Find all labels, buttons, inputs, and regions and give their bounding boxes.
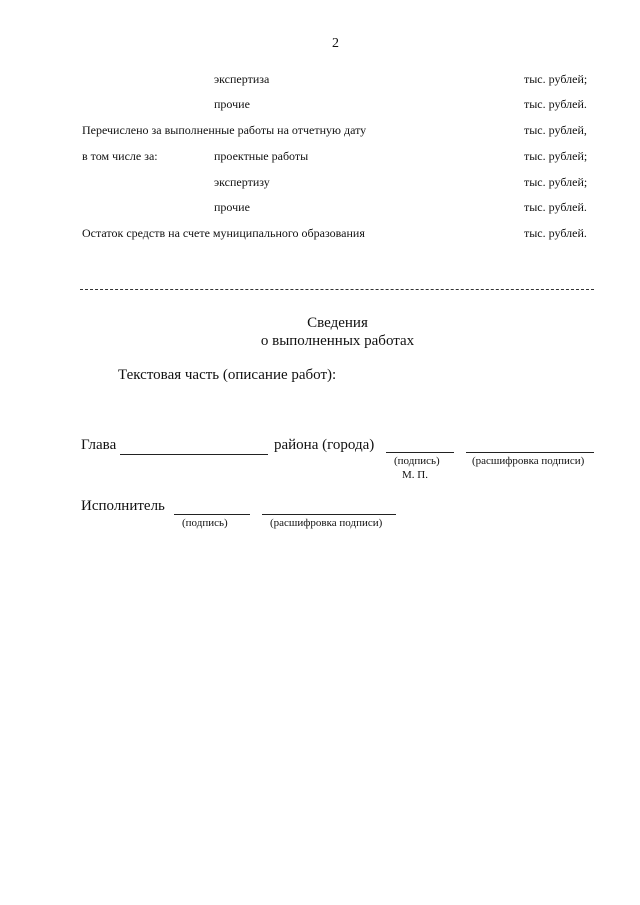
row-sub-label: прочие: [214, 97, 250, 111]
row-unit: тыс. рублей,: [524, 123, 587, 137]
row-unit: тыс. рублей;: [524, 149, 588, 163]
row-sub-label: экспертиза: [214, 72, 270, 86]
row-label: в том числе за:: [82, 149, 158, 163]
row-sub-label: экспертизу: [214, 175, 270, 189]
row-label: Остаток средств на счете муниципального образования: [82, 226, 365, 240]
head-name-line: [120, 454, 268, 455]
head-decode-line: [466, 452, 594, 453]
row-unit: тыс. рублей.: [524, 226, 587, 240]
executor-signature-caption: (подпись): [182, 517, 228, 529]
row-unit: тыс. рублей.: [524, 200, 587, 214]
head-signature-line: [386, 452, 454, 453]
page-number: 2: [332, 36, 339, 51]
row-unit: тыс. рублей.: [524, 97, 587, 111]
row-unit: тыс. рублей;: [524, 72, 588, 86]
executor-decode-caption: (расшифровка подписи): [270, 517, 383, 529]
row-unit: тыс. рублей;: [524, 175, 588, 189]
section-divider: [80, 289, 594, 290]
stamp-label: М. П.: [402, 469, 428, 481]
head-signature-caption: (подпись): [394, 455, 440, 467]
section-subtitle: о выполненных работах: [260, 333, 415, 349]
row-sub-label: проектные работы: [214, 149, 309, 163]
executor-decode-line: [262, 514, 396, 515]
head-mid-label: района (города): [274, 437, 375, 453]
executor-signature-line: [174, 514, 250, 515]
row-label: Перечислено за выполненные работы на отчетную дату: [82, 123, 367, 137]
section-title: Сведения: [307, 315, 368, 331]
head-decode-caption: (расшифровка подписи): [472, 455, 585, 467]
head-prefix: Глава: [81, 437, 117, 453]
row-sub-label: прочие: [214, 200, 250, 214]
executor-prefix: Исполнитель: [81, 498, 165, 514]
text-part-label: Текстовая часть (описание работ):: [118, 367, 337, 383]
